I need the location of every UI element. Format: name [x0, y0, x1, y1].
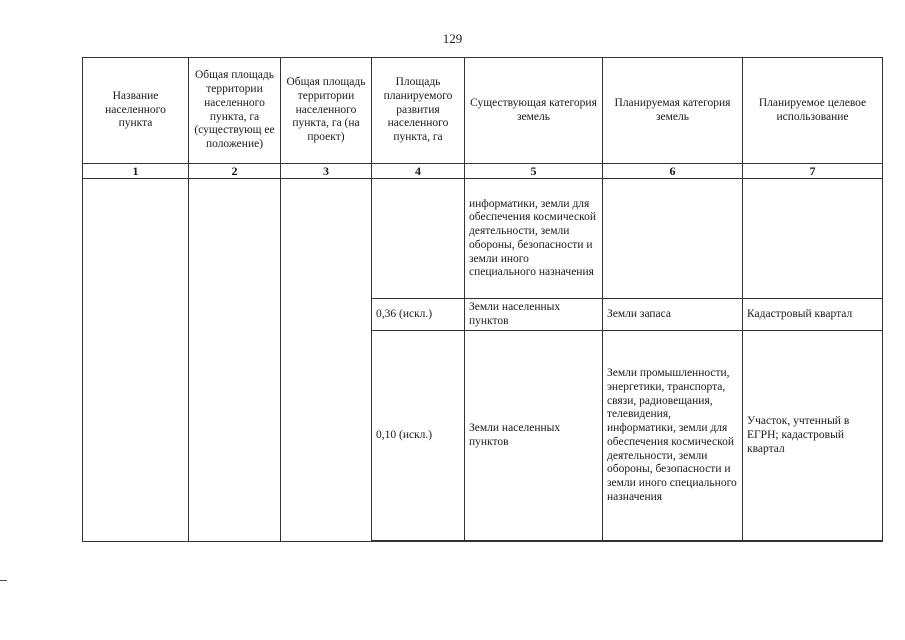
header-planned-use: Планируемое целевое использование [743, 58, 883, 164]
column-number: 6 [603, 164, 743, 179]
settlement-name-cell [83, 179, 189, 542]
column-number: 1 [83, 164, 189, 179]
area-cell: 0,36 (искл.) [372, 299, 465, 331]
existing-category-cell: информатики, земли для обеспечения космической деятельности, земли обороны, безопасности и земли иного специального назначения [465, 179, 603, 299]
header-total-area-project: Общая площадь территории населенного пункта, га (на проект) [281, 58, 372, 164]
planned-use-cell: Кадастровый квартал [743, 299, 883, 331]
existing-category-cell: Земли населенных пунктов [465, 299, 603, 331]
table-row-continuation [83, 179, 883, 299]
header-planned-category: Планируемая категория земель [603, 58, 743, 164]
header-row [83, 58, 883, 164]
total-area-existing-cell [189, 179, 281, 542]
planned-category-cell [603, 179, 743, 299]
column-number: 2 [189, 164, 281, 179]
column-number: 7 [743, 164, 883, 179]
page-number: 129 [442, 31, 463, 46]
planned-category-cell: Земли запаса [603, 299, 743, 331]
planned-use-cell: Участок, учтенный в ЕГРН; кадастровый квартал [743, 331, 883, 541]
area-cell: 0,10 (искл.) [372, 331, 465, 541]
existing-category-cell: Земли населенных пунктов [465, 331, 603, 541]
column-number: 3 [281, 164, 372, 179]
column-number-row [83, 164, 883, 179]
planned-category-cell: Земли промышленности, энергетики, транспорта, связи, радиовещания, телевидения, информатики, земли для обеспечения космической деятельности, земли обороны, безопасности и земли иного специального назначения [603, 331, 743, 541]
header-total-area-existing: Общая площадь территории населенного пункта, га (существующ ее положение) [189, 58, 281, 164]
total-area-project-cell [281, 179, 372, 542]
header-existing-category: Существующая категория земель [465, 58, 603, 164]
planned-use-cell [743, 179, 883, 299]
land-category-table [82, 57, 883, 542]
header-settlement-name: Название населенного пункта [83, 58, 189, 164]
column-number: 5 [465, 164, 603, 179]
area-cell [372, 179, 465, 299]
page-edge-mark [0, 580, 7, 581]
column-number: 4 [372, 164, 465, 179]
header-planned-development-area: Площадь планируемого развития населенного пункта, га [372, 58, 465, 164]
